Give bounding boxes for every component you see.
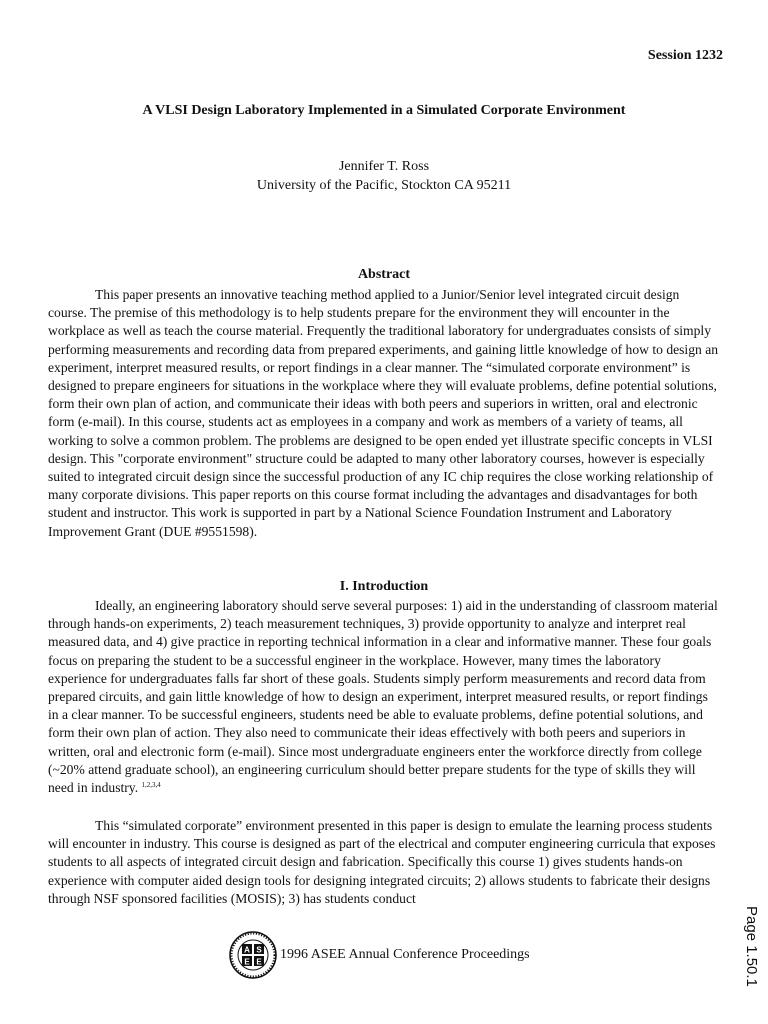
logo-letter: E	[244, 957, 250, 967]
introduction-text-1: Ideally, an engineering laboratory should serve several purposes: 1) aid in the understanding of classroom material through hands-on experiments, 2) teach measurement techniques, 3) provide opportunity to analyze and interpret real measured data, and 4) give practice in reporting technical information in a clear and informative manner. These four goals focus on preparing the student to be a successful engineer in the workplace. However, many times the laboratory experience for undergraduates falls far short of these goals. Students simply perform measurements and record data from prepared circuits, and gain little knowledge of how to design an experiment, interpret measured results, or report findings in a clear manner. To be successful engineers, students need be able to evaluate problems, define potential solutions, and form their own plan of action. They also need to communicate their ideas effectively with both peers and superiors in written, oral and electronic form (e-mail). Since most undergraduate engineers enter the workforce directly from college (~20% attend graduate school), an engineering curriculum should better prepare students for the type of skills they will need in industry.	[48, 598, 718, 796]
abstract-paragraph	[48, 286, 720, 541]
paper-title: A VLSI Design Laboratory Implemented in a Simulated Corporate Environment	[142, 103, 626, 118]
page-number-margin	[737, 906, 761, 992]
logo-letter: A	[244, 945, 250, 955]
author-name: Jennifer T. Ross	[338, 159, 430, 174]
introduction-heading: I. Introduction	[339, 579, 429, 594]
author-block	[0, 157, 768, 195]
abstract-heading: Abstract	[357, 267, 411, 282]
citation-refs: 1,2,3,4	[141, 781, 161, 790]
author-affiliation: University of the Pacific, Stockton CA 95211	[256, 178, 512, 193]
abstract-text: This paper presents an innovative teaching method applied to a Junior/Senior level integrated circuit design course. The premise of this methodology is to help students prepare for the environment they will encounter in the workplace as well as teach the course material. Frequently the traditional laboratory for undergraduates consists of simply performing measurements and recording data from prepared experiments, and gaining little knowledge of how to design an experiment, interpret measured results, or report findings in a clear manner. The “simulated corporate environment” is designed to prepare engineers for situations in the workplace where they will evaluate problems, define potential solutions, form their own plan of action, and communicate their ideas with both peers and superiors in written, oral and electronic form (e-mail). In this course, students act as employees in a company and work as members of a variety of teams, all working to solve a common problem. The problems are designed to be open ended yet illustrate specific concepts in VLSI design. This "corporate environment" structure could be adapted to many other laboratory courses, however is especially suited to integrated circuit design since the successful production of any IC chip requires the close working relationship of many corporate divisions. This paper reports on this course format including the advantages and disadvantages for both student and instructor. This work is supported in part by a National Science Foundation Instrument and Laboratory Improvement Grant (DUE #9551598).	[48, 287, 719, 539]
logo-letter: E	[256, 957, 262, 967]
footer	[228, 930, 530, 980]
logo-letter: S	[256, 945, 262, 955]
introduction-paragraph-2	[48, 817, 720, 908]
asee-logo-icon	[228, 930, 278, 980]
session-number: Session 1232	[647, 48, 723, 63]
introduction-text-2: This “simulated corporate” environment presented in this paper is design to emulate the learning process students will encounter in industry. This course is designed as part of the electrical and computer engineering curricula that exposes students to all aspects of integrated circuit design and fabrication. Specifically this course 1) gives students hands-on experience with computer aided design tools for designing integrated circuits; 2) allows students to fabricate their designs through NSF sponsored facilities (MOSIS); 3) has students conduct	[48, 818, 716, 906]
introduction-paragraph-1	[48, 597, 720, 797]
footer-text: 1996 ASEE Annual Conference Proceedings	[280, 947, 530, 962]
page-number: Page 1.50.1	[743, 906, 760, 987]
